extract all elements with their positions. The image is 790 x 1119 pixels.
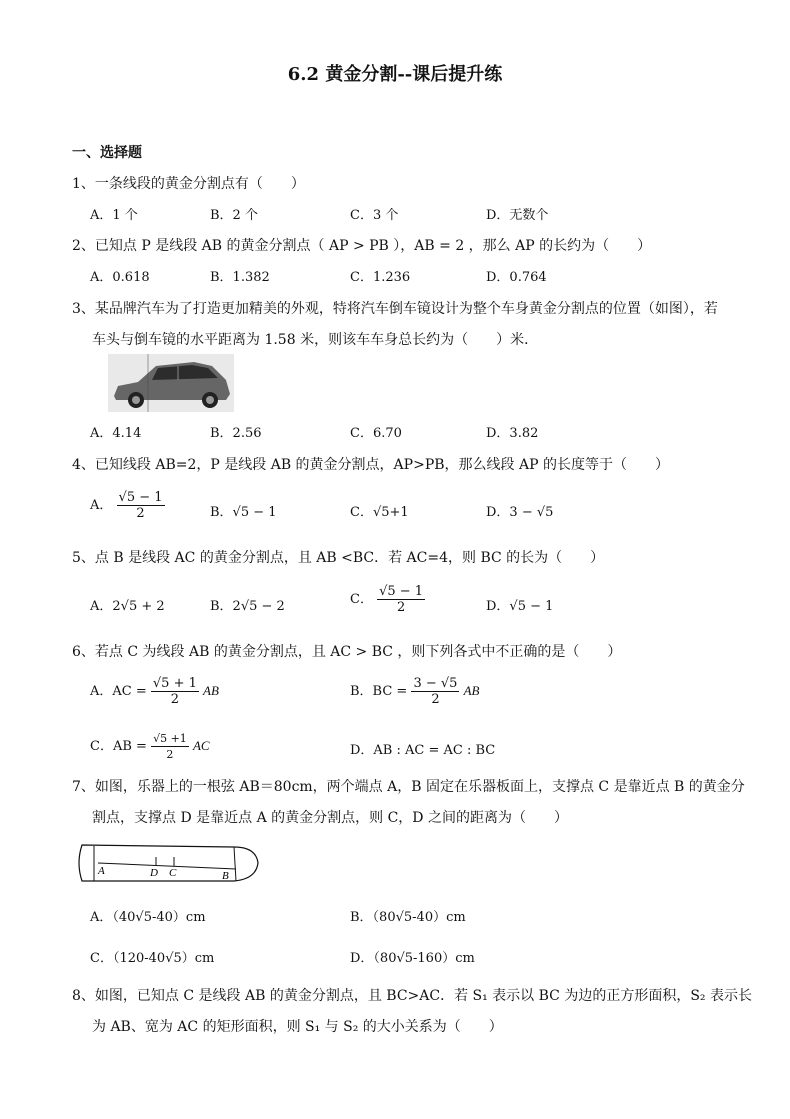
q6-option-a-tail: AB [203,683,219,698]
q6-option-a-label: A．AC = [90,684,147,699]
q6-option-b-fraction [411,676,459,707]
question-3-stem-line1: 3、某品牌汽车为了打造更加精美的外观，特将汽车倒车镜设计为整个车身黄金分割点的位置（如图），若 [72,301,718,317]
point-b-label: B [222,870,229,882]
q3-option-c: C．6.70 [350,426,402,441]
q3-option-a: A．4.14 [90,426,142,441]
fraction-numerator: √5 + 1 [152,676,197,691]
fraction-denominator: 2 [396,600,406,615]
q6-option-b-tail: AB [463,683,480,698]
point-a-label: A [98,865,105,877]
fraction-denominator: 2 [170,692,180,707]
question-2-stem: 2、已知点 P 是线段 AB 的黄金分割点（ AP > PB ），AB = 2 ，那么 AP 的长约为（ ） [72,238,652,254]
q5-option-c-fraction [377,584,425,615]
q6-option-a [90,676,219,707]
q5-option-b: B．2√5 − 2 [210,599,285,614]
fraction-numerator: √5 − 1 [118,490,163,505]
fraction-denominator: 2 [136,506,145,521]
q2-option-b: B．1.382 [210,270,270,285]
q1-option-b: B．2 个 [210,208,258,223]
q5-option-c [350,584,425,615]
question-7-stem-line2: 割点，支撑点 D 是靠近点 A 的黄金分割点，则 C，D 之间的距离为（ ） [92,810,568,826]
q4-option-a [90,490,165,521]
q1-option-a: A．1 个 [90,208,138,223]
q6-option-c-fraction [151,731,189,762]
question-4-stem: 4、已知线段 AB=2，P 是线段 AB 的黄金分割点，AP>PB，那么线段 AP 的长度等于（ ） [72,457,669,473]
section-heading: 一、选择题 [72,145,142,161]
car-image [108,354,234,412]
fraction-numerator: √5 − 1 [379,584,424,599]
question-1-stem: 1、一条线段的黄金分割点有（ ） [72,176,305,192]
question-5-stem: 5、点 B 是线段 AC 的黄金分割点，且 AB <BC．若 AC=4，则 BC 的长为（ ） [72,550,605,566]
point-d-label: D [150,867,158,879]
q5-option-a: A．2√5 + 2 [90,599,165,614]
page-title: 6.2 黄金分割--课后提升练 [287,64,503,85]
question-8-stem-line2: 为 AB、宽为 AC 的矩形面积，则 S₁ 与 S₂ 的大小关系为（ ） [92,1019,503,1035]
question-6-stem: 6、若点 C 为线段 AB 的黄金分割点，且 AC > BC ，则下列各式中不正确的是（ ） [72,644,622,660]
q7-option-c: C．（120-40√5）cm [90,951,215,966]
q6-option-c [90,731,210,762]
q6-option-b-label: B．BC = [350,684,408,699]
q4-option-c: C．√5+1 [350,505,409,520]
q6-option-c-tail: AC [192,738,210,753]
q4-option-a-fraction [117,490,165,521]
fraction-denominator: 2 [431,692,440,707]
q7-option-a: A．（40√5-40）cm [90,910,206,925]
q2-option-a: A．0.618 [90,270,150,285]
q2-option-d: D．0.764 [486,270,547,285]
q1-option-c: C．3 个 [350,208,399,223]
fraction-numerator: √5 +1 [153,732,187,745]
question-7-stem-line1: 7、如图，乐器上的一根弦 AB＝80cm，两个端点 A，B 固定在乐器板面上，支撑点 C 是靠近点 B 的黄金分 [72,779,745,795]
fraction-numerator: 3 − √5 [413,676,458,691]
q4-option-a-label: A． [90,498,113,513]
instrument-figure [74,843,264,883]
q6-option-d: D．AB : AC = AC : BC [350,743,496,758]
q3-option-d: D．3.82 [486,426,539,441]
q7-option-b: B．（80√5-40）cm [350,910,466,925]
point-c-label: C [169,867,177,879]
q6-option-c-label: C．AB = [90,739,147,754]
q2-option-c: C．1.236 [350,270,411,285]
q4-option-d: D．3 − √5 [486,505,554,520]
q5-option-c-label: C． [350,592,373,607]
q3-option-b: B．2.56 [210,426,262,441]
q6-option-a-fraction [151,676,199,707]
fraction-denominator: 2 [166,748,174,761]
q7-option-d: D．（80√5-160）cm [350,951,475,966]
q6-option-b [350,676,479,707]
question-3-stem-line2: 车头与倒车镜的水平距离为 1.58 米，则该车车身总长约为（ ）米． [92,332,539,348]
question-8-stem-line1: 8、如图，已知点 C 是线段 AB 的黄金分割点，且 BC>AC．若 S₁ 表示以 BC 为边的正方形面积，S₂ 表示长 [72,988,752,1004]
q1-option-d: D．无数个 [486,208,549,223]
q4-option-b: B．√5 − 1 [210,505,277,520]
q5-option-d: D．√5 − 1 [486,599,554,614]
